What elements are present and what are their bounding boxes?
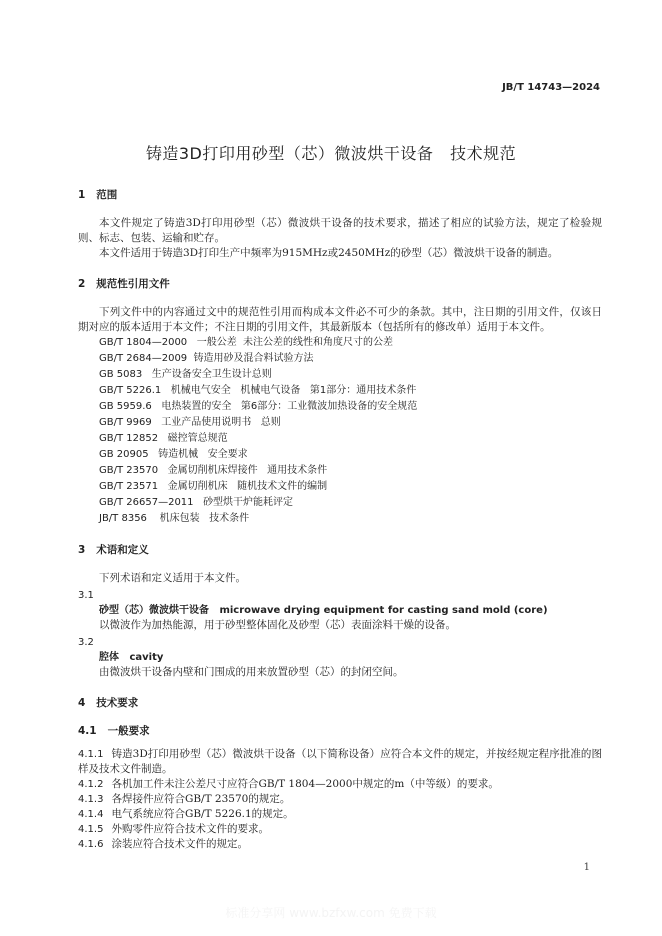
clause-number: 4.1.6 bbox=[78, 839, 104, 850]
clause-number: 4.1.1 bbox=[78, 749, 104, 760]
clause-number: 4.1.2 bbox=[78, 779, 104, 790]
reference-item: GB 5083 生产设备安全卫生设计总则 bbox=[99, 369, 272, 380]
term-number: 3.1 bbox=[78, 590, 94, 601]
reference-item: GB 5959.6 电热装置的安全 第6部分：工业微波加热设备的安全规范 bbox=[99, 401, 418, 412]
document-title: 铸造3D打印用砂型（芯）微波烘干设备 技术规范 bbox=[145, 144, 517, 163]
term-definition: 由微波烘干设备内壁和门围成的用来放置砂型（芯）的封闭空间。 bbox=[99, 666, 404, 678]
clause-text: 各机加工件未注公差尺寸应符合GB/T 1804—2000中规定的m（中等级）的要求。 bbox=[111, 778, 499, 790]
term-name: 砂型（芯）微波烘干设备 microwave drying equipment for casting sand mold (core) bbox=[99, 605, 548, 616]
section-1-para-1: 本文件规定了铸造3D打印用砂型（芯）微波烘干设备的技术要求，描述了相应的试验方法，规定了检验规则、标志、包装、运输和贮存。 bbox=[78, 217, 602, 244]
reference-item: GB/T 1804—2000 一般公差 未注公差的线性和角度尺寸的公差 bbox=[99, 337, 394, 348]
clause-text: 外购零件应符合技术文件的要求。 bbox=[111, 823, 269, 835]
section-1-heading: 1 范围 bbox=[78, 189, 118, 201]
clause bbox=[78, 777, 602, 792]
document-code: JB/T 14743—2024 bbox=[502, 82, 600, 93]
clause bbox=[78, 822, 602, 837]
clause-text: 铸造3D打印用砂型（芯）微波烘干设备（以下简称设备）应符合本文件的规定，并按经规定程序批准的图样及技术文件制造。 bbox=[78, 748, 602, 775]
clause bbox=[78, 837, 602, 852]
clause-number: 4.1.3 bbox=[78, 794, 104, 805]
section-1-para-2: 本文件适用于铸造3D打印生产中频率为915MHz或2450MHz的砂型（芯）微波烘干设备的制造。 bbox=[99, 247, 559, 259]
reference-item: GB 20905 铸造机械 安全要求 bbox=[99, 449, 248, 460]
clause-text: 各焊接件应符合GB/T 23570的规定。 bbox=[111, 793, 291, 805]
term-name: 腔体 cavity bbox=[99, 652, 164, 663]
page-number: 1 bbox=[583, 862, 590, 873]
section-2-intro: 下列文件中的内容通过文中的规范性引用而构成本文件必不可少的条款。其中，注日期的引用文件，仅该日期对应的版本适用于本文件；不注日期的引用文件，其最新版本（包括所有的修改单）适用于本文件。 bbox=[78, 306, 602, 333]
reference-item: GB/T 2684—2009 铸造用砂及混合料试验方法 bbox=[99, 353, 314, 364]
section-4-heading: 4 技术要求 bbox=[78, 697, 139, 709]
reference-item: GB/T 23570 金属切削机床焊接件 通用技术条件 bbox=[99, 465, 328, 476]
section-3-intro: 下列术语和定义适用于本文件。 bbox=[99, 572, 246, 584]
reference-item: GB/T 9969 工业产品使用说明书 总则 bbox=[99, 417, 281, 428]
term-definition: 以微波作为加热能源，用于砂型整体固化及砂型（芯）表面涂料干燥的设备。 bbox=[99, 619, 456, 631]
section-4-1-heading: 4.1 一般要求 bbox=[78, 725, 150, 737]
document-body bbox=[78, 188, 602, 852]
reference-item: GB/T 26657—2011 砂型烘干炉能耗评定 bbox=[99, 497, 294, 508]
clause bbox=[78, 792, 602, 807]
reference-item: GB/T 23571 金属切削机床 随机技术文件的编制 bbox=[99, 481, 328, 492]
clause bbox=[78, 807, 602, 822]
watermark: 标准分享网 www.bzfxw.com 免费下载 bbox=[225, 906, 437, 920]
clause-number: 4.1.5 bbox=[78, 824, 104, 835]
clause-text: 涂装应符合技术文件的规定。 bbox=[111, 838, 248, 850]
reference-item: GB/T 5226.1 机械电气安全 机械电气设备 第1部分：通用技术条件 bbox=[99, 385, 417, 396]
reference-list bbox=[78, 335, 602, 527]
section-3-heading: 3 术语和定义 bbox=[78, 544, 149, 556]
clause-text: 电气系统应符合GB/T 5226.1的规定。 bbox=[111, 808, 294, 820]
reference-item: JB/T 8356 机床包装 技术条件 bbox=[99, 513, 250, 524]
section-2-heading: 2 规范性引用文件 bbox=[78, 278, 170, 290]
clause-number: 4.1.4 bbox=[78, 809, 104, 820]
term-number: 3.2 bbox=[78, 637, 94, 648]
reference-item: GB/T 12852 磁控管总规范 bbox=[99, 433, 228, 444]
clause bbox=[78, 747, 602, 777]
